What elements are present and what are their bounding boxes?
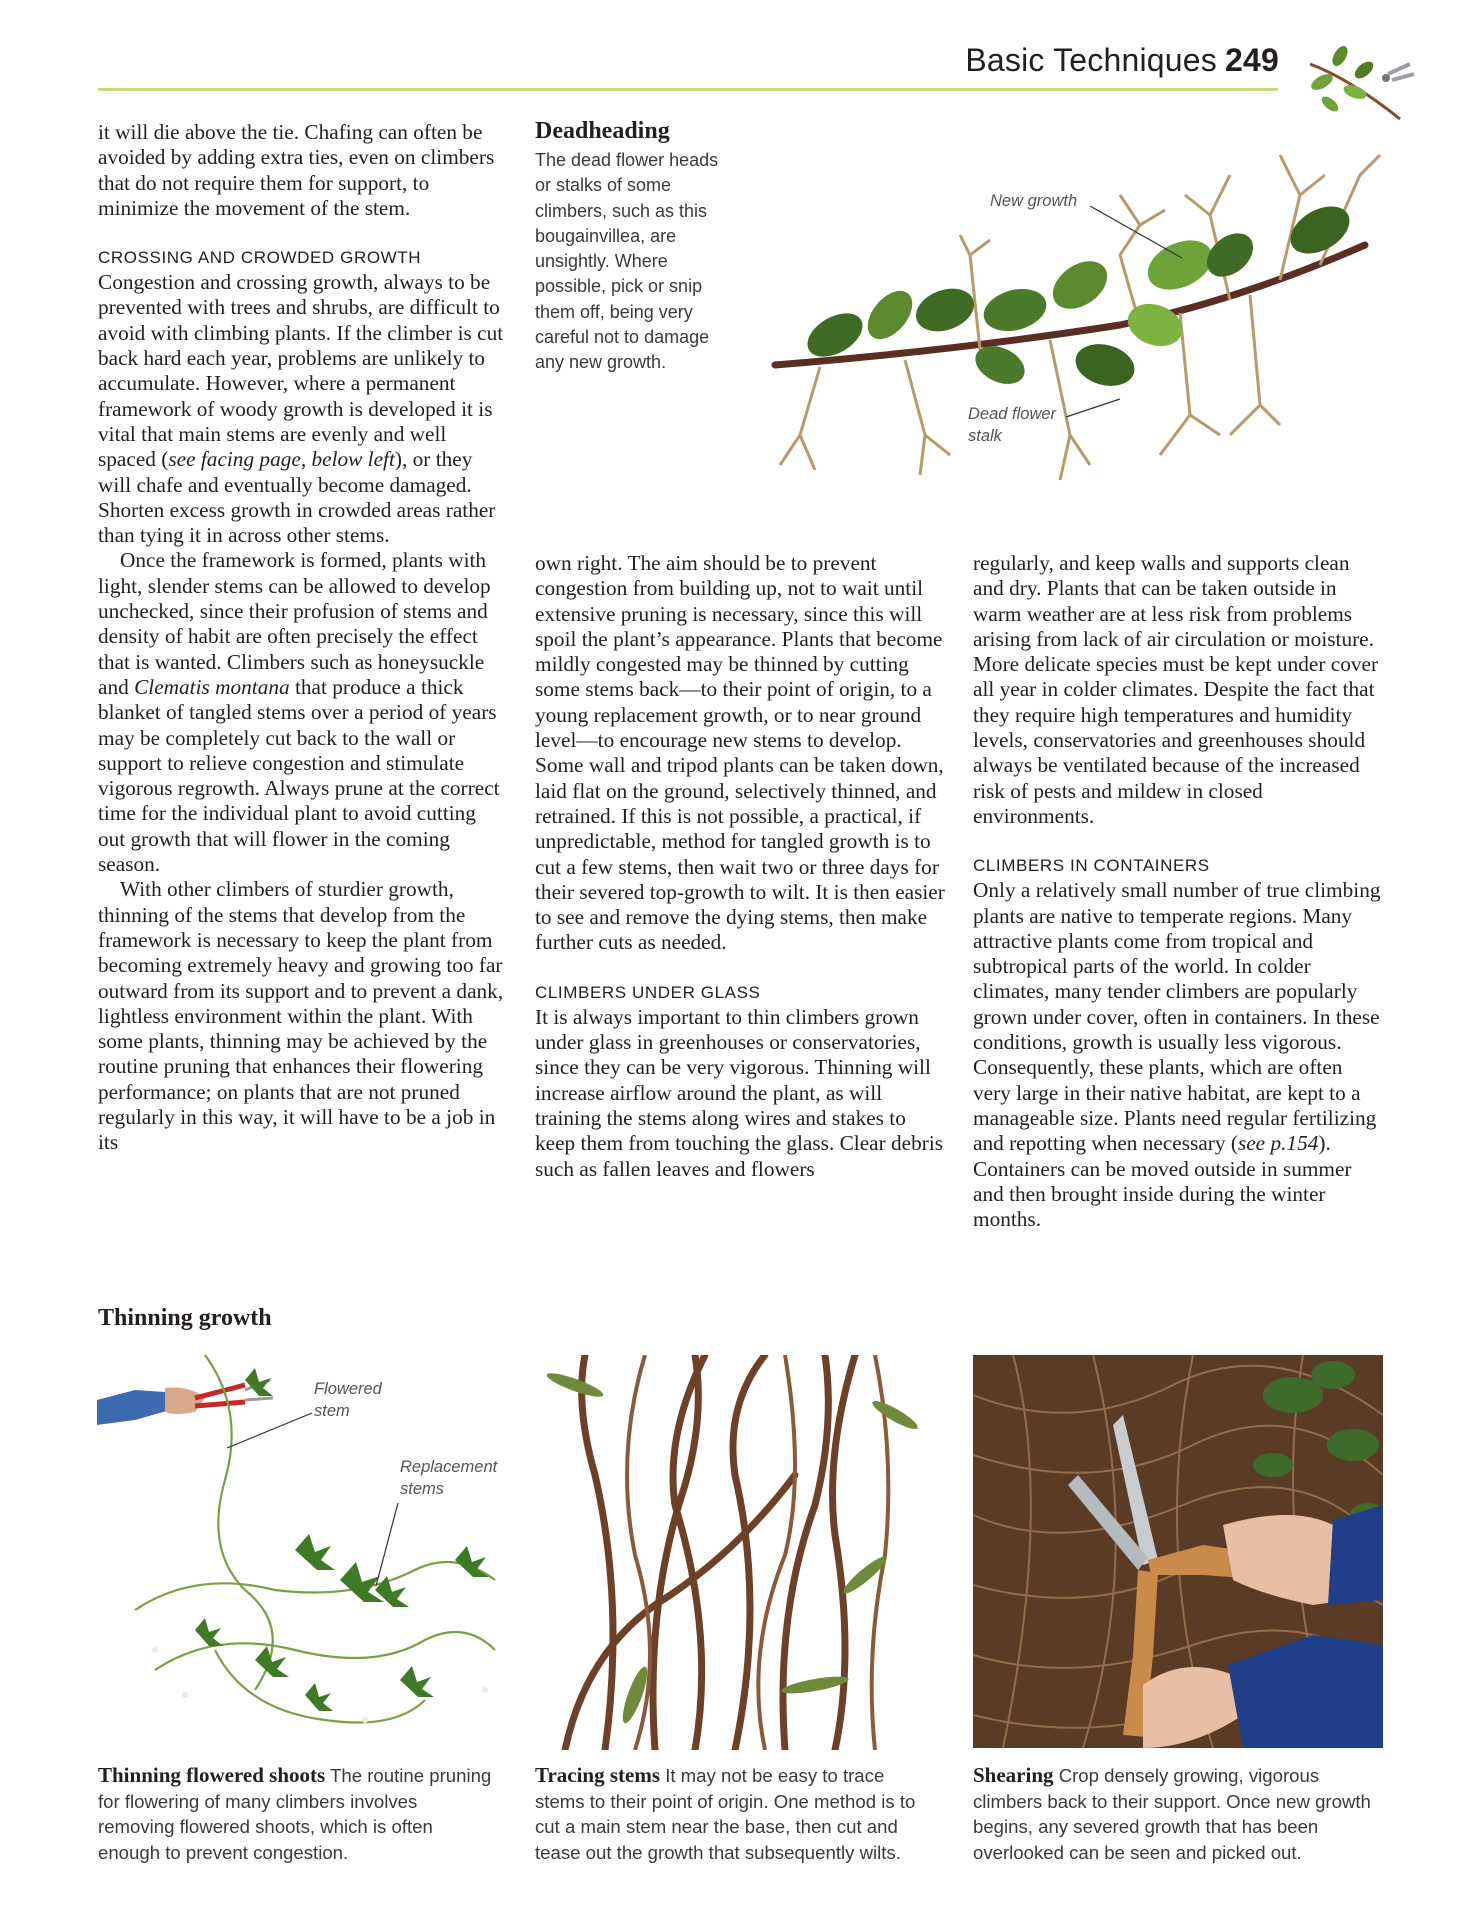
- dead-flower-stalk-label: Dead flower stalk: [968, 405, 1057, 445]
- caption-thinning-shoots: Thinning flowered shoots The routine pruning for flowering of many climbers involves removing flowered shoots, which is often enough to prevent congestion.: [98, 1763, 492, 1863]
- running-header: [965, 42, 1279, 79]
- caption-tracing-stems: Tracing stems It may not be easy to trace stems to their point of origin. One method is to cut a main stem near the base, then cut and tease out the growth that subsequently wilts.: [535, 1763, 916, 1863]
- col3-paragraph-2: Only a relatively small number of true climbing plants are native to temperate regions. Many attractive plants come from tropical and subtropical parts of the world. In colder climates, many tender climbers are popularly grown under cover, often in containers. In these conditions, growth is usually less vigorous. Consequently, these plants, which are often very large in their native habitat, are kept to a manageable size. Plants need regular fertilizing and repotting when necessary (see p.154). Containers can be moved outside in summer and then brought inside during the winter months.: [973, 878, 1381, 1232]
- col2-paragraph-1: own right. The aim should be to prevent congestion from building up, not to wait until extensive pruning is necessary, since this will spoil the plant’s appearance. Plants that become mildly congested may be thinned by cutting some stems back—to their point of origin, to a young replacement growth, or to near ground level—to encourage new stems to develop. Some wall and tripod plants can be taken down, laid flat on the ground, selectively thinned, and retrained. If this is not possible, a practical, if unpredictable, method for tangled growth is to cut a few stems, then wait two or three days for their severed top-growth to wilt. It is then easier to see and remove the dying stems, then make further cuts as needed.: [535, 551, 945, 955]
- replacement-stems-label: Replacement stems: [400, 1458, 498, 1498]
- flowered-stem-label: Flowered stem: [314, 1380, 382, 1420]
- crossing-growth-heading: CROSSING AND CROWDED GROWTH: [98, 248, 422, 268]
- deadheading-heading: Deadheading: [535, 118, 670, 144]
- sprig-icon: [1300, 34, 1420, 126]
- bougainvillea-illustration: [760, 135, 1420, 505]
- replacement-stems-leader-line: [372, 1500, 402, 1590]
- under-glass-heading: CLIMBERS UNDER GLASS: [535, 982, 761, 1002]
- containers-heading: CLIMBERS IN CONTAINERS: [973, 856, 1210, 876]
- tracing-stems-photo: [535, 1355, 945, 1750]
- column-2: [535, 551, 945, 1182]
- flowered-stem-leader-line: [224, 1410, 316, 1452]
- new-growth-leader-line: [1088, 204, 1188, 264]
- deadheading-text: The dead flower heads or stalks of some climbers, such as this bougainvillea, are unsightly. Where possible, pick or snip them off, being very careful not to damage any new growth.: [535, 150, 719, 373]
- column-1: [98, 120, 508, 1156]
- col1-paragraph-4: With other climbers of sturdier growth, thinning of the stems that develop from the framework is necessary to keep the plant from becoming extremely heavy and growing too far outward from its support and to prevent a dank, lightless environment within the plant. With some plants, thinning may be achieved by the routine pruning that enhances their flowering performance; on plants that are not pruned regularly in this way, it will have to be a job in its: [98, 877, 504, 1155]
- col2-paragraph-2: It is always important to thin climbers grown under glass in greenhouses or conservatories, since they can be very vigorous. Thinning will increase airflow around the plant, as will training the stems along wires and stakes to keep them from touching the glass. Clear debris such as fallen leaves and flowers: [535, 1004, 944, 1181]
- col3-paragraph-1: regularly, and keep walls and supports clean and dry. Plants that can be taken outside in warm weather are at less risk from problems arising from lack of air circulation or moisture. More delicate species must be kept under cover all year in colder climates. Despite the fact that they require high temperatures and humidity levels, conservatories and greenhouses should always be ventilated because of the increased risk of pests and mildew in closed environments.: [973, 551, 1379, 828]
- dead-stalk-leader-line: [1064, 396, 1124, 421]
- column-3: [973, 551, 1383, 1232]
- col1-paragraph-2: Congestion and crossing growth, always to be prevented with trees and shrubs, are difficult to avoid with climbing plants. If the climber is cut back hard each year, problems are unlikely to accumulate. However, where a permanent framework of woody growth is developed it is vital that main stems are evenly and well spaced (see facing page, below left), or they will chafe and eventually become damaged. Shorten excess growth in crowded areas rather than tying it in across other stems.: [98, 270, 504, 548]
- section-title: Basic Techniques: [965, 42, 1217, 78]
- col1-paragraph-1: it will die above the tie. Chafing can often be avoided by adding extra ties, even on climbers that do not require them for support, to minimize the movement of the stem.: [98, 120, 495, 220]
- page-number: 249: [1225, 42, 1279, 78]
- thinning-growth-heading: Thinning growth: [98, 1305, 272, 1331]
- shearing-photo: [973, 1355, 1383, 1748]
- caption-shearing: Shearing Crop densely growing, vigorous climbers back to their support. Once new growth begins, any severed growth that has been overlooked can be seen and picked out.: [973, 1763, 1371, 1863]
- header-rule: [98, 88, 1278, 91]
- new-growth-label: New growth: [990, 192, 1078, 210]
- col1-paragraph-3: Once the framework is formed, plants with light, slender stems can be allowed to develop unchecked, since their profusion of stems and density of habit are often precisely the effect that is wanted. Climbers such as honeysuckle and Clematis montana that produce a thick blanket of tangled stems over a period of years may be completely cut back to the wall or support to relieve congestion and stimulate vigorous regrowth. Always prune at the correct time for the individual plant to avoid cutting out growth that will flower in the coming season.: [98, 548, 500, 877]
